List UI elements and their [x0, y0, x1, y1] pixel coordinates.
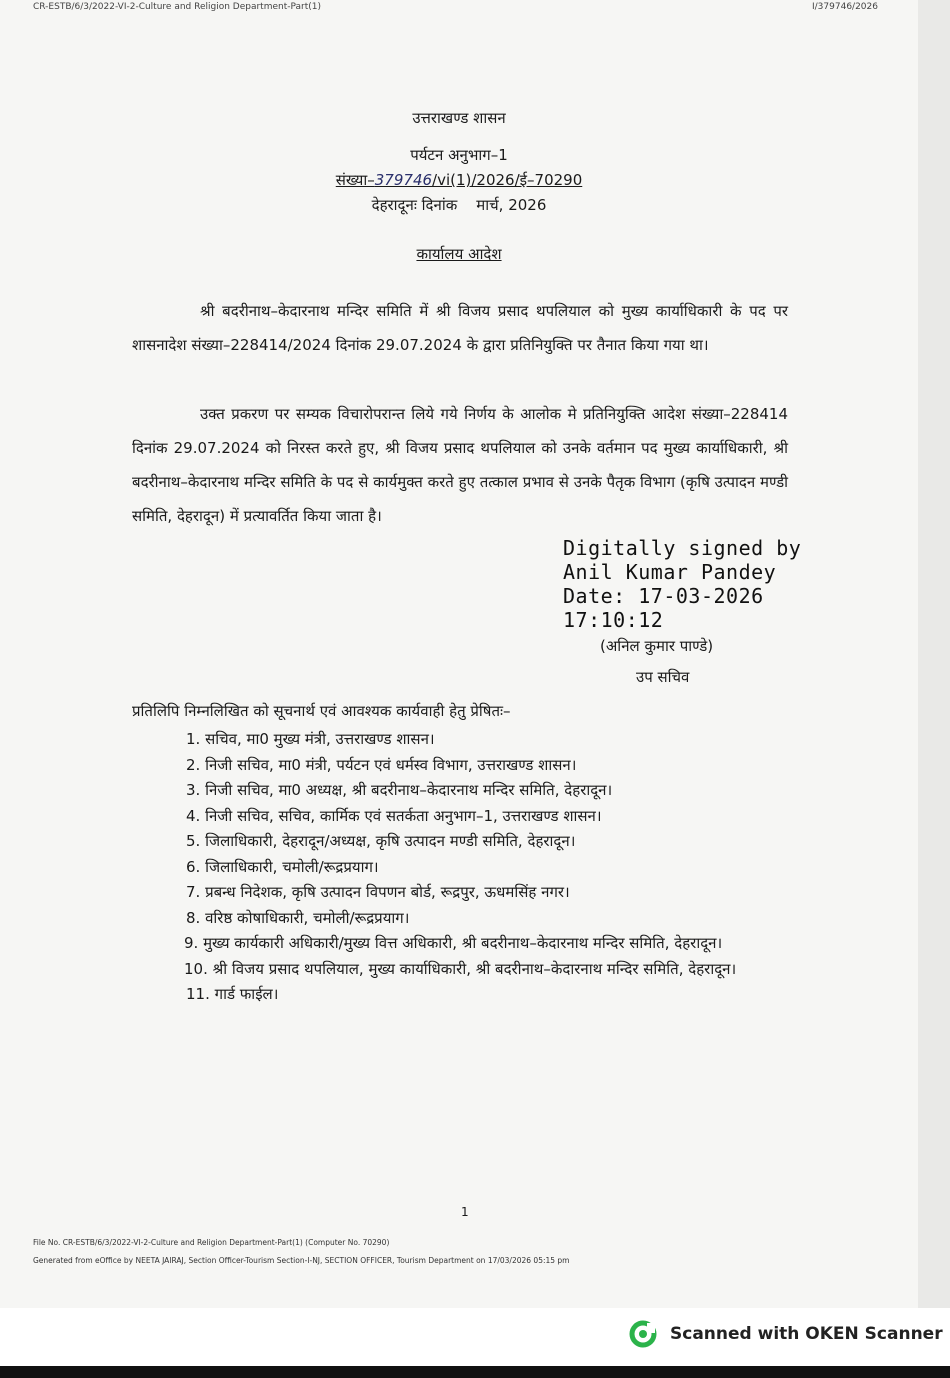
order-title: कार्यालय आदेश [416, 245, 502, 263]
file-reference: CR-ESTB/6/3/2022-VI-2-Culture and Religion Department-Part(1) [33, 2, 322, 12]
footer-generated-line: Generated from eOffice by NEETA JAIRAJ, Section Officer-Tourism Section-I-NJ, SECTION OFFICER, Tourism Department on 17/03/2026 05:15 pm [33, 1256, 570, 1265]
list-item: 5. जिलाधिकारी, देहरादून/अध्यक्ष, कृषि उत्पादन मण्डी समिति, देहरादून। [186, 832, 576, 850]
footer-file-line: File No. CR-ESTB/6/3/2022-VI-2-Culture and Religion Department-Part(1) (Computer No. 70290) [33, 1238, 390, 1247]
list-item: 11. गार्ड फाईल। [186, 985, 279, 1003]
order-number [0, 170, 918, 190]
list-item: 4. निजी सचिव, सचिव, कार्मिक एवं सतर्कता अनुभाग–1, उत्तराखण्ड शासन। [186, 806, 602, 825]
signature-line-4: 17:10:12 [563, 608, 664, 632]
page-number: 1 [461, 1205, 469, 1219]
signature-line-2: Anil Kumar Pandey [563, 560, 777, 584]
scanner-watermark [628, 1319, 943, 1349]
list-item: 8. वरिष्ठ कोषाधिकारी, चमोली/रूद्रप्रयाग। [186, 908, 410, 927]
list-item: 3. निजी सचिव, मा0 अध्यक्ष, श्री बदरीनाथ–केदारनाथ मन्दिर समिति, देहरादून। [186, 781, 613, 799]
scanner-label: Scanned with OKEN Scanner [670, 1324, 943, 1344]
signatory-designation: उप सचिव [636, 668, 690, 686]
body-paragraph-2: उक्त प्रकरण पर सम्यक विचारोपरान्त लिये गये निर्णय के आलोक मे प्रतिनियुक्ति आदेश संख्या–228414 दिनांक 29.07.2024 को निरस्त करते हुए, श्री विजय प्रसाद थपलियाल को उनके वर्तमान पद मुख्य कार्याधिकारी, श्री बदरीनाथ–केदारनाथ मन्दिर समिति के पद से कार्यमुक्त करते हुए तत्काल प्रभाव से उनके पैतृक विभाग (कृषि उत्पादन मण्डी समिति, देहरादून) में प्रत्यावर्तित किया जाता है। [132, 405, 788, 525]
body-paragraph-1: श्री बदरीनाथ–केदारनाथ मन्दिर समिति में श्री विजय प्रसाद थपलियाल को मुख्य कार्याधिकारी के पद पर शासनादेश संख्या–228414/2024 दिनांक 29.07.2024 के द्वारा प्रतिनियुक्ति पर तैनात किया गया था। [132, 302, 788, 354]
scanner-logo-icon [628, 1319, 658, 1349]
signature-line-1: Digitally signed by [563, 536, 802, 560]
receipt-number: I/379746/2026 [812, 2, 878, 12]
digital-signature-block [563, 536, 801, 632]
order-number-suffix: /vi(1)/2026/ई–70290 [432, 171, 583, 189]
list-item: 7. प्रबन्ध निदेशक, कृषि उत्पादन विपणन बोर्ड, रूद्रपुर, ऊधमसिंह नगर। [186, 883, 570, 901]
order-number-handwritten: 379746 [374, 171, 433, 189]
order-number-prefix: संख्या– [335, 171, 375, 189]
page-edge-shadow [918, 0, 950, 1308]
list-item: 1. सचिव, मा0 मुख्य मंत्री, उत्तराखण्ड शासन। [186, 730, 435, 748]
list-item: 6. जिलाधिकारी, चमोली/रूद्रप्रयाग। [186, 857, 379, 876]
list-item: 9. मुख्य कार्यकारी अधिकारी/मुख्य वित्त अधिकारी, श्री बदरीनाथ–केदारनाथ मन्दिर समिति, देहरादून। [184, 934, 723, 952]
place-date: देहरादूनः दिनांक मार्च, 2026 [371, 196, 547, 214]
list-item: 2. निजी सचिव, मा0 मंत्री, पर्यटन एवं धर्मस्व विभाग, उत्तराखण्ड शासन। [186, 755, 577, 774]
section-name: पर्यटन अनुभाग–1 [410, 146, 508, 164]
copy-to-heading: प्रतिलिपि निम्नलिखित को सूचनार्थ एवं आवश्यक कार्यवाही हेतु प्रेषितः– [132, 702, 511, 720]
bottom-bar [0, 1366, 950, 1378]
signatory-name: (अनिल कुमार पाण्डे) [600, 637, 714, 655]
copy-to-list [186, 727, 791, 1008]
list-item: 10. श्री विजय प्रसाद थपलियाल, मुख्य कार्याधिकारी, श्री बदरीनाथ–केदारनाथ मन्दिर समिति, देहरादून। [184, 959, 737, 978]
government-name: उत्तराखण्ड शासन [412, 109, 506, 127]
signature-line-3: Date: 17-03-2026 [563, 584, 764, 608]
